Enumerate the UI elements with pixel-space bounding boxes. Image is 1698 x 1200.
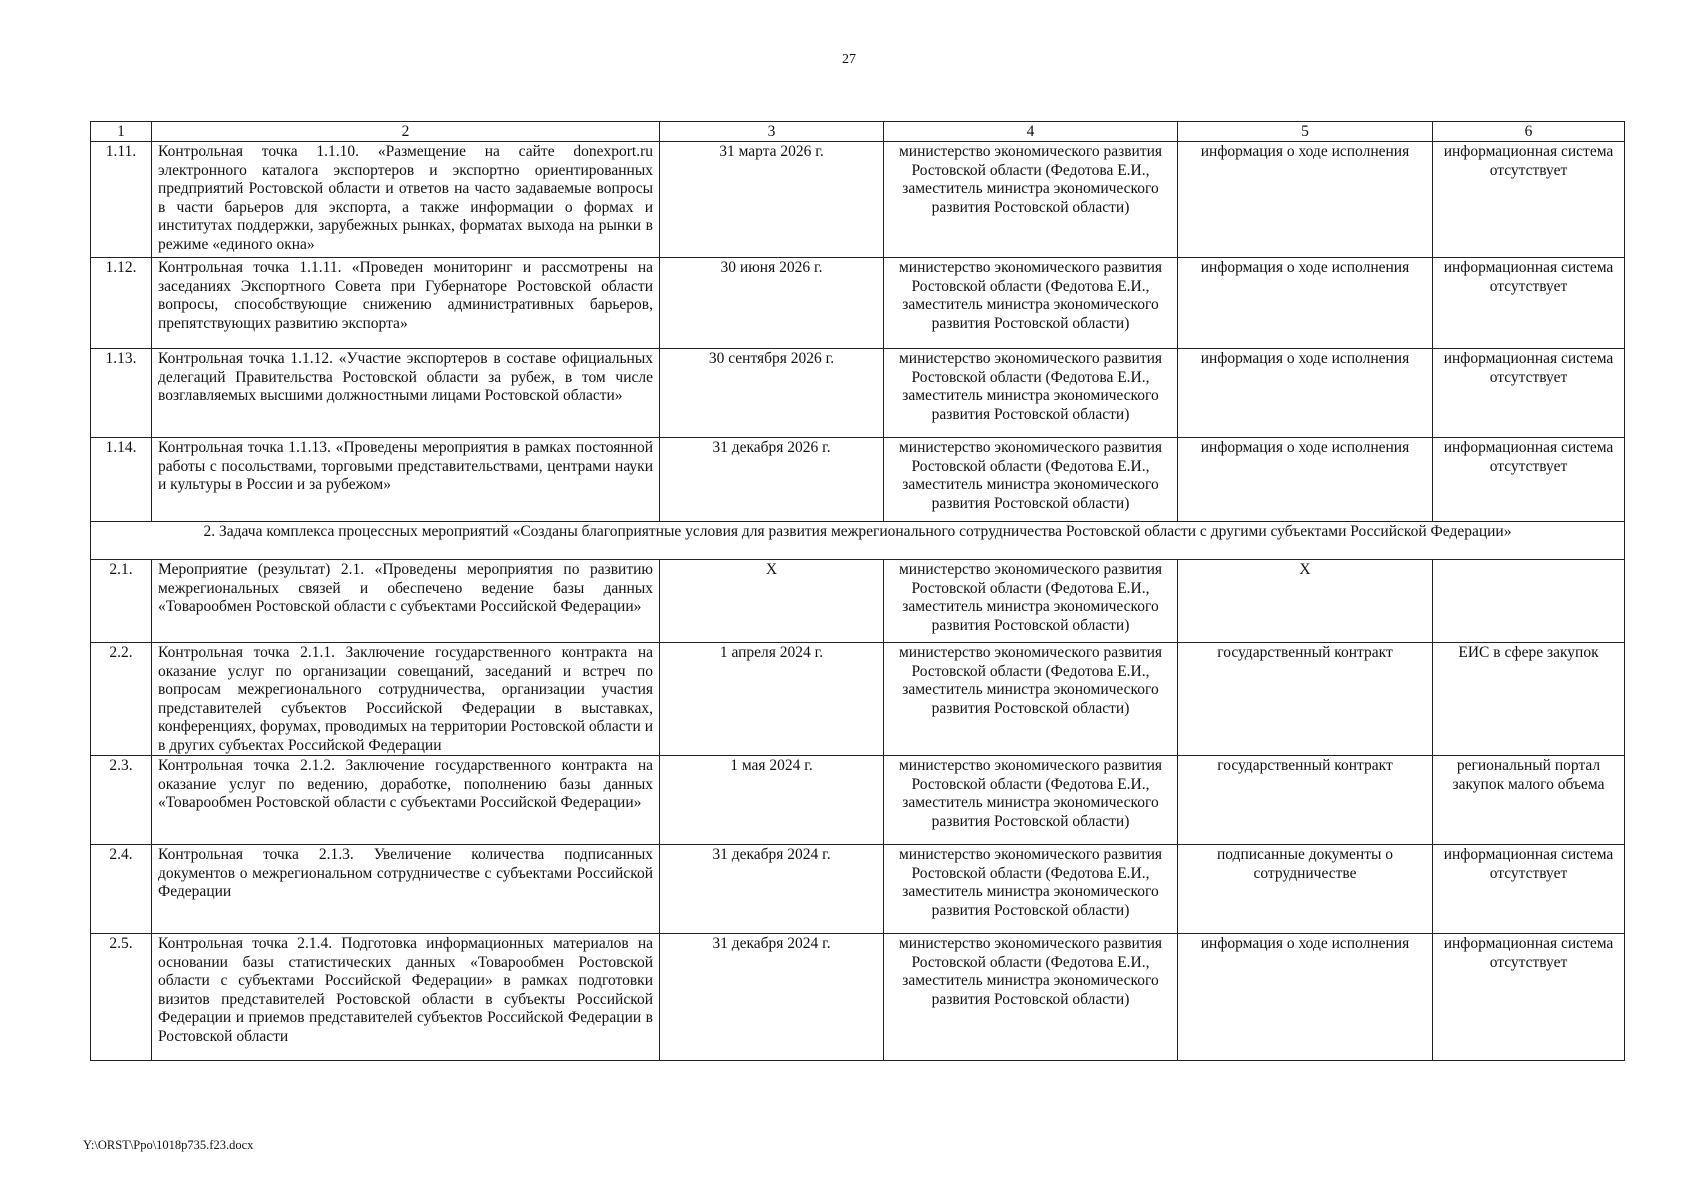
row-info-system: информационная система отсутствует bbox=[1433, 349, 1625, 438]
row-responsible: министерство экономического развития Ростовской области (Федотова Е.И., заместитель министра экономического развития Ростовской области) bbox=[884, 934, 1178, 1061]
row-responsible: министерство экономического развития Ростовской области (Федотова Е.И., заместитель министра экономического развития Ростовской области) bbox=[884, 560, 1178, 643]
table-row bbox=[91, 349, 1625, 438]
row-result-document: Х bbox=[1178, 560, 1433, 643]
row-result-document: подписанные документы о сотрудничестве bbox=[1178, 845, 1433, 934]
row-responsible: министерство экономического развития Ростовской области (Федотова Е.И., заместитель министра экономического развития Ростовской области) bbox=[884, 756, 1178, 845]
row-info-system: информационная система отсутствует bbox=[1433, 142, 1625, 258]
row-responsible: министерство экономического развития Ростовской области (Федотова Е.И., заместитель министра экономического развития Ростовской области) bbox=[884, 142, 1178, 258]
row-result-document: информация о ходе исполнения bbox=[1178, 934, 1433, 1061]
row-info-system: информационная система отсутствует bbox=[1433, 934, 1625, 1061]
row-result-document: государственный контракт bbox=[1178, 643, 1433, 756]
row-deadline: 31 декабря 2024 г. bbox=[660, 845, 884, 934]
row-description: Контрольная точка 1.1.12. «Участие экспортеров в составе официальных делегаций Правительства Ростовской области за рубеж, в том числе возглавляемых высшими должностными лицами Ростовской области» bbox=[152, 349, 660, 438]
table-row bbox=[91, 934, 1625, 1061]
row-deadline: 1 апреля 2024 г. bbox=[660, 643, 884, 756]
row-info-system: информационная система отсутствует bbox=[1433, 845, 1625, 934]
row-result-document: государственный контракт bbox=[1178, 756, 1433, 845]
row-deadline: 31 декабря 2026 г. bbox=[660, 438, 884, 522]
row-info-system: информационная система отсутствует bbox=[1433, 438, 1625, 522]
row-number: 1.14. bbox=[91, 438, 152, 522]
table-row bbox=[91, 643, 1625, 756]
row-responsible: министерство экономического развития Ростовской области (Федотова Е.И., заместитель министра экономического развития Ростовской области) bbox=[884, 438, 1178, 522]
row-deadline: Х bbox=[660, 560, 884, 643]
page-number: 27 bbox=[842, 52, 856, 67]
row-description: Контрольная точка 1.1.13. «Проведены мероприятия в рамках постоянной работы с посольствами, торговыми представительствами, центрами науки и культуры в России и за рубежом» bbox=[152, 438, 660, 522]
section-row bbox=[91, 522, 1625, 560]
table-row bbox=[91, 142, 1625, 258]
row-description: Контрольная точка 1.1.10. «Размещение на сайте donexport.ru электронного каталога экспортеров и экспортно ориентированных предприятий Ростовской области и ответов на часто задаваемые вопросы в части барьеров для экспорта, а также информации о формах и институтах поддержки, зарубежных рынках, форматах выхода на рынки в режиме «единого окна» bbox=[152, 142, 660, 258]
header-cell: 2 bbox=[152, 122, 660, 142]
table-row bbox=[91, 438, 1625, 522]
row-result-document: информация о ходе исполнения bbox=[1178, 142, 1433, 258]
row-result-document: информация о ходе исполнения bbox=[1178, 258, 1433, 349]
row-info-system bbox=[1433, 560, 1625, 643]
row-description: Контрольная точка 2.1.1. Заключение государственного контракта на оказание услуг по организации совещаний, заседаний и встреч по вопросам межрегионального сотрудничества, организации участия представителей субъектов Российской Федерации в выставках, конференциях, форумах, проводимых на территории Ростовской области и в других субъектах Российской Федерации bbox=[152, 643, 660, 756]
row-deadline: 30 июня 2026 г. bbox=[660, 258, 884, 349]
row-result-document: информация о ходе исполнения bbox=[1178, 349, 1433, 438]
header-cell: 5 bbox=[1178, 122, 1433, 142]
row-responsible: министерство экономического развития Ростовской области (Федотова Е.И., заместитель министра экономического развития Ростовской области) bbox=[884, 845, 1178, 934]
row-info-system: региональный портал закупок малого объема bbox=[1433, 756, 1625, 845]
row-number: 1.12. bbox=[91, 258, 152, 349]
row-deadline: 31 декабря 2024 г. bbox=[660, 934, 884, 1061]
row-number: 2.4. bbox=[91, 845, 152, 934]
header-cell: 6 bbox=[1433, 122, 1625, 142]
table-row bbox=[91, 560, 1625, 643]
header-row bbox=[91, 122, 1625, 142]
row-description: Мероприятие (результат) 2.1. «Проведены мероприятия по развитию межрегиональных связей и обеспечено ведение базы данных «Товарообмен Ростовской области с субъектами Российской Федерации» bbox=[152, 560, 660, 643]
row-number: 1.11. bbox=[91, 142, 152, 258]
measures-table bbox=[90, 121, 1625, 1061]
row-responsible: министерство экономического развития Ростовской области (Федотова Е.И., заместитель министра экономического развития Ростовской области) bbox=[884, 349, 1178, 438]
row-description: Контрольная точка 2.1.4. Подготовка информационных материалов на основании базы статистических данных «Товарообмен Ростовской области с субъектами Российской Федерации» в рамках подготовки визитов представителей Ростовской области в субъекты Российской Федерации и приемов представителей субъектов Российской Федерации в Ростовской области bbox=[152, 934, 660, 1061]
row-number: 2.1. bbox=[91, 560, 152, 643]
header-cell: 3 bbox=[660, 122, 884, 142]
row-description: Контрольная точка 2.1.3. Увеличение количества подписанных документов о межрегиональном сотрудничестве с субъектами Российской Федерации bbox=[152, 845, 660, 934]
row-responsible: министерство экономического развития Ростовской области (Федотова Е.И., заместитель министра экономического развития Ростовской области) bbox=[884, 643, 1178, 756]
section-title: 2. Задача комплекса процессных мероприятий «Созданы благоприятные условия для развития межрегионального сотрудничества Ростовской области с другими субъектами Российской Федерации» bbox=[91, 522, 1625, 560]
row-number: 1.13. bbox=[91, 349, 152, 438]
row-description: Контрольная точка 2.1.2. Заключение государственного контракта на оказание услуг по ведению, доработке, пополнению базы данных «Товарообмен Ростовской области с субъектами Российской Федерации» bbox=[152, 756, 660, 845]
row-number: 2.5. bbox=[91, 934, 152, 1061]
row-number: 2.2. bbox=[91, 643, 152, 756]
row-number: 2.3. bbox=[91, 756, 152, 845]
file-path-footer: Y:\ORST\Ppo\1018p735.f23.docx bbox=[83, 1138, 254, 1152]
table-row bbox=[91, 258, 1625, 349]
row-description: Контрольная точка 1.1.11. «Проведен мониторинг и рассмотрены на заседаниях Экспортного Совета при Губернаторе Ростовской области вопросы, способствующие снижению административных барьеров, препятствующих развитию экспорта» bbox=[152, 258, 660, 349]
row-deadline: 31 марта 2026 г. bbox=[660, 142, 884, 258]
header-cell: 1 bbox=[91, 122, 152, 142]
row-info-system: информационная система отсутствует bbox=[1433, 258, 1625, 349]
table-row bbox=[91, 756, 1625, 845]
table-row bbox=[91, 845, 1625, 934]
row-result-document: информация о ходе исполнения bbox=[1178, 438, 1433, 522]
header-cell: 4 bbox=[884, 122, 1178, 142]
row-deadline: 1 мая 2024 г. bbox=[660, 756, 884, 845]
row-responsible: министерство экономического развития Ростовской области (Федотова Е.И., заместитель министра экономического развития Ростовской области) bbox=[884, 258, 1178, 349]
row-deadline: 30 сентября 2026 г. bbox=[660, 349, 884, 438]
row-info-system: ЕИС в сфере закупок bbox=[1433, 643, 1625, 756]
